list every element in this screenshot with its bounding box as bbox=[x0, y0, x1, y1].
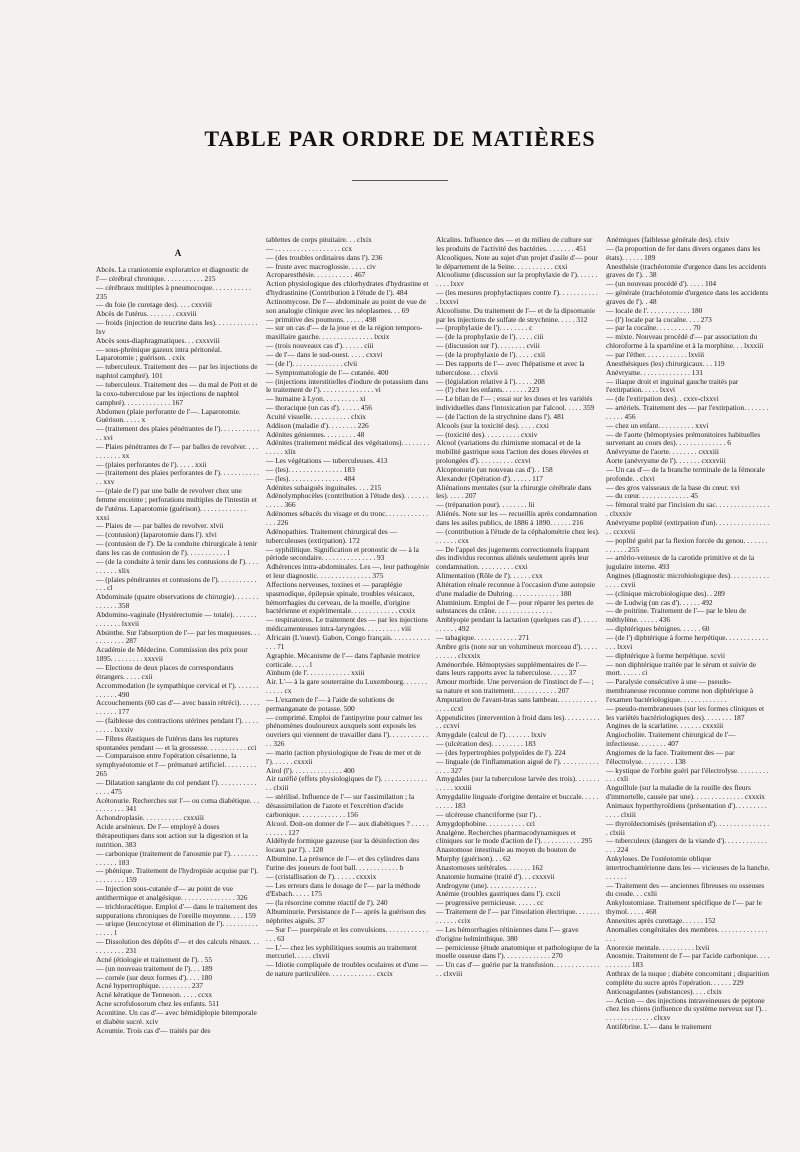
index-entry: Acné hypertrophique. . . . . . . . . 237 bbox=[96, 981, 203, 991]
index-entry: Accouchements (60 cas d'— avec bassin rétréci). . . . . . . . . . . . 177 bbox=[96, 698, 260, 717]
index-entry: Anastomoses urétérales. . . . . . . 162 bbox=[436, 862, 543, 872]
index-entry: — (traitement des plaies pénétrantes de l'). . . . . . . . . . . . . xvi bbox=[96, 424, 260, 443]
index-entry: Abcès sous-diaphragmatiques. . . cxxxviii bbox=[96, 335, 220, 345]
index-entry: — Sur l'— puerpérale et les convulsions. . . . . . . . . . . . . . . 63 bbox=[266, 924, 429, 943]
index-entry: — générale (trachéotomie d'urgence dans les accidents graves de l'). . 48 bbox=[606, 288, 769, 306]
index-entry: Ankyloses. De l'ostéotomie oblique intertrochantérienne dans les — vicieuses de la hanche. . . . . . . bbox=[606, 854, 770, 881]
index-entry: Anévrysme de l'aorte. . . . . . . . cxxxiii bbox=[606, 447, 719, 457]
index-entry: Acné kératique de Tenneson. . . . . ccxx bbox=[96, 990, 213, 1000]
index-entry: — (toxicité des). . . . . . . . . . cxxiv bbox=[436, 429, 538, 439]
index-entry: Ankylostomiase. Traitement spécifique de l'— par le thymol. . . . . 468 bbox=[606, 898, 762, 917]
index-entry: — pseudo-membraneuses (sur les formes cliniques et les variétés bactériologiques des). . . . . . . . 187 bbox=[606, 703, 765, 722]
index-entry: Adénites (traitement médical des végétations). . . . . . . . . . . . . xlix bbox=[266, 438, 430, 457]
index-entry: Addison (maladie d'). . . . . . . . 226 bbox=[266, 420, 369, 430]
index-entry: Amputation de l'avant-bras sans lambeau. . . . . . . . . . . . . . . ccxl bbox=[436, 694, 597, 713]
index-entry: Aliénés. Note sur les — recueillis après condamnation dans les asiles publics, de 1886 à 1890. . . . . . 216 bbox=[436, 509, 597, 527]
index-entry: — (la proportion de fer dans divers organes dans les états). . . . . . 189 bbox=[606, 243, 761, 262]
index-entry: Anticoagulantes (substances). . . . clxix bbox=[606, 986, 722, 996]
index-entry: — thoracique (un cas d'). . . . . . 456 bbox=[266, 403, 373, 413]
index-entry: — kystique de l'orbite guéri par l'électrolyse. . . . . . . . . . . . cxli bbox=[606, 765, 769, 784]
index-entry: — Un cas d'— guérie par la transfusion. . . . . . . . . . . . . . . clxviii bbox=[436, 960, 600, 979]
index-entry: — (de l'extirpation des). . cxxv-clxxvi bbox=[606, 394, 719, 404]
index-entry: — (les mesures prophylactiques contre l'). . . . . . . . . . . . lxxxvi bbox=[436, 288, 598, 306]
index-entry: Androgyne (une). . . . . . . . . . . . . . bbox=[436, 880, 537, 890]
index-entry: — iliaque droit et inguinal gauche traités par l'extirpation. . . . . lxxvi bbox=[606, 376, 739, 395]
index-entry: Anorexie mentale. . . . . . . . . . lxvii bbox=[606, 942, 710, 952]
index-entry: — (de la prophylaxie de l'). . . . . ciii bbox=[436, 332, 544, 342]
index-entry: — Idiotie compliquée de troubles oculaires et d'une — de nature particulière. . . . . . . . . . . . . cxcix bbox=[266, 960, 428, 979]
index-entry: Accommodation (le sympathique cervical et l'). . . . . . . . . . . . . 490 bbox=[96, 680, 259, 699]
index-entry: Anesthésiques (les) chirurgicaux. . . 119 bbox=[606, 358, 725, 368]
index-entry: — syphilitique. Signification et pronostic de — à la période secondaire. . . . . . . . . . . . . . . 93 bbox=[266, 544, 419, 563]
index-entry: — Symptomatologie de l'— cutanée. 400 bbox=[266, 367, 389, 377]
index-entry: Abdomen (plaie perforante de l'—. Laparotomie. Guérison. . . . . x bbox=[96, 406, 241, 425]
index-entry: — (ulcération des). . . . . . . . . 183 bbox=[436, 739, 536, 749]
index-entry: — (l') chez les enfants. . . . . . . 223 bbox=[436, 385, 540, 395]
index-entry: — de Ludwig (un cas d'). . . . . . 492 bbox=[606, 597, 713, 607]
index-column-2 bbox=[266, 236, 430, 1140]
index-entry: Alcool. Doit-on donner de l'— aux diabétiques ? . . . . . . . . . . . 127 bbox=[266, 818, 429, 837]
index-entry: Air raréfié (effets physiologiques de l'). . . . . . . . . . . . . . . clxiii bbox=[266, 774, 427, 793]
index-entry: — non diphtérique traitée par le sérum et suivie de mort. . . . . . ci bbox=[606, 659, 757, 678]
index-entry: — Traitement des — anciennes fibreuses ou osseuses du coude. . . cxlii bbox=[606, 880, 765, 899]
index-entry: Anévrysme. . . . . . . . . . . . . . 131 bbox=[606, 367, 703, 377]
index-entry: — (prophylaxie de l'). . . . . . . . c bbox=[436, 323, 533, 333]
index-entry: Alcool (variations du chimisme stomacal et de la mobilité gastrique sous l'action des doses élevées et prolongées d'). . . . . . . . . . ccxvi bbox=[436, 438, 589, 466]
index-entry: — De l'appel des jugements correctionnels frappant des individus reconnus aliénés seulement après leur condamnation. . . . . . . . . . cxxi bbox=[436, 544, 590, 572]
index-entry: Aconitine. Un cas d'— avec hémidiplopie bitemporale et diabète sucré. xciv bbox=[96, 1007, 257, 1026]
index-entry: — progressive pernicieuse. . . . . . cc bbox=[436, 898, 544, 908]
index-entry: Animaux hyperthyroïdiens (présentation d'). . . . . . . . . . . . . clxiii bbox=[606, 801, 767, 819]
index-entry: — Un cas d'— de la branche terminale de la fémorale profonde. . clxvi bbox=[606, 464, 765, 483]
index-entry: Amygdale (calcul de l'). . . . . . . lxxiv bbox=[436, 730, 547, 740]
index-entry: — (plaie de l') par une balle de revolver chez une femme enceinte ; perforations multiples de l'intestin et de l'utérus. Laparotomie (guérison). . . . . . . . . . . . . xxxi bbox=[96, 486, 257, 522]
index-entry: — fémoral traité par l'incision du sac. . . . . . . . . . . . . . . . clxxxiv bbox=[606, 500, 770, 519]
index-entry: — froids (injection de teucrine dans les). . . . . . . . . . . . lxv bbox=[96, 318, 258, 336]
index-entry: — humaine à Lyon. . . . . . . . . . xi bbox=[266, 394, 366, 404]
index-entry: — . . . . . . . . . . . . . . . . . . ccx bbox=[266, 243, 353, 253]
index-entry: Alcools (sur la toxicité des). . . . . cxxi bbox=[436, 420, 549, 430]
index-entry: Alcalins. Influence des — et du milieu de culture sur les produits de l'activité des bactéries. . . . . . . . 451 bbox=[436, 236, 593, 253]
index-entry: Acoumie. Trois cas d'— traités par des bbox=[96, 1025, 211, 1035]
index-entry: — trichloracétique. Emploi d'— dans le traitement des suppurations chroniques de l'oreille moyenne. . . . 159 bbox=[96, 901, 258, 920]
index-entry: — sous-phrénique gazeux intra péritonéal. Laparotomie ; guérison. . cxix bbox=[96, 344, 222, 363]
index-entry: Actinomycose. De l'— abdominale au point de vue de son analogie clinique avec les néoplasmes. . . 69 bbox=[266, 296, 426, 315]
index-entry: — (discussion sur l'). . . . . . . . cviii bbox=[436, 341, 540, 351]
index-entry: Anémiques (faiblesse générale des). clxiv bbox=[606, 236, 730, 244]
index-entry: — Les végétations — tuberculeuses. 413 bbox=[266, 456, 388, 466]
index-entry: Aliénations mentales (sur la chirurgie cérébrale dans les). . . . . 207 bbox=[436, 482, 592, 501]
index-entry: Adénites subaiguës inguinales. . . . 215 bbox=[266, 482, 382, 492]
index-entry: Anastomose intestinale au moyen du bouton de Murphy (guérison). . . 62 bbox=[436, 845, 576, 864]
index-entry: Académie de Médecine. Commission des prix pour 1895. . . . . . . . . xxxvii bbox=[96, 645, 248, 664]
index-entry: — Paralysie consécutive à une — pseudo-membraneuse reconnue comme non diphtérique à l'examen bactériologique. . . . . . . . . . . . . bbox=[606, 677, 754, 704]
index-entry: Amour morbide. Une perversion de l'instinct de l'— ; sa nature et son traitement. . . . . . . . . . . . 207 bbox=[436, 677, 594, 696]
index-entry: — Traitement de l'— par l'insolation électrique. . . . . . . . . . . . . ccix bbox=[436, 907, 600, 925]
index-entry: — (contribution à l'étude de la céphalométrie chez les). . . . . . . cxx bbox=[436, 526, 600, 545]
index-entry: Angiocholite. Traitement chirurgical de l'— infectieuse. . . . . . . . 407 bbox=[606, 730, 736, 749]
index-entry: Angines (diagnostic microbiologique des). . . . . . . . . . . . . . . cxvii bbox=[606, 571, 769, 589]
index-entry: — artério-veineux de la carotide primitive et de la jugulaire interne. 493 bbox=[606, 553, 755, 572]
index-entry: — Dissolution des dépôts d'— et des calculs rénaux. . . . . . . . . . . 231 bbox=[96, 937, 259, 955]
index-entry: — (injections interstitielles d'iodure de potassium dans le traitement de l'). . . . . . . . . . . . . . . vi bbox=[266, 376, 429, 395]
index-entry: Absinthe. Sur l'absorption de l'— par les muqueuses. . . . . . . . . . . 287 bbox=[96, 627, 260, 646]
index-entry: — (trois nouveaux cas d'). . . . . . ciii bbox=[266, 341, 374, 351]
index-entry: — (contusion) (laparotomie dans l'). xlvi bbox=[96, 530, 217, 540]
index-entry: — (un nouveau traitement de l'). . . 189 bbox=[96, 963, 213, 973]
index-entry: Acné (étiologie et traitement de l'). . 55 bbox=[96, 954, 213, 964]
index-entry: — (de la prophylaxie de l'). . . . . cxii bbox=[436, 349, 546, 359]
index-entry: — (la résorcine comme réactif de l'). 240 bbox=[266, 898, 388, 908]
index-entry: Acuité visuelle. . . . . . . . . . . clxix bbox=[266, 411, 366, 421]
index-entry: Amygdalite linguale d'origine dentaire et buccale. . . . . . . . . . 183 bbox=[436, 792, 599, 810]
index-entry: Altération rénale reconnue à l'occasion d'une autopsie d'une maladie de Duhring. . . . . . . . . . . . . 180 bbox=[436, 579, 596, 598]
index-entry: tablettes de corps pituitaire. . . clxix bbox=[266, 236, 372, 244]
index-entry: — (des hypertrophies polypoïdes de l'). 224 bbox=[436, 747, 566, 757]
index-entry: Alcooliques. Note au sujet d'un projet d'asile d'— pour le département de la Seine. . . . . . . . . . . cxxi bbox=[436, 252, 598, 271]
index-entry: Appendicites (intervention à froid dans les). . . . . . . . . . . . ccxvi bbox=[436, 712, 600, 731]
index-entry: Abdomino-vaginale (Hystérectomie — totale). . . . . . . . . . . . . . lxxvii bbox=[96, 609, 257, 628]
index-entry: — (faiblesse des contractions utérines pendant l'). . . . . . . . . . lxxxiv bbox=[96, 716, 259, 734]
index-entry: Alcoolisme. Du traitement de l'— et de la dipsomanie par les injections de sulfate de strychnine. . . . . 312 bbox=[436, 305, 596, 324]
index-entry: Alimentation (Rôle de l'). . . . . . cxx bbox=[436, 571, 543, 581]
index-entry: Anesthésie (trachéotomie d'urgence dans les accidents graves de l'). . 38 bbox=[606, 261, 767, 280]
index-entry: — Le bilan de l'— ; essai sur les doses et les variétés individuelles dans l'intoxication par l'alcool. . . . . 359 bbox=[436, 394, 595, 413]
index-entry: — chez un enfant. . . . . . . . . . xxvi bbox=[606, 420, 709, 430]
index-entry: — Les erreurs dans le dosage de l'— par la méthode d'Esbach. . . . . 175 bbox=[266, 880, 421, 899]
index-entry: Action physiologique des chlorhydrates d'hydrastine et d'hydrastinine (Contribution à l'étude de l'). 484 bbox=[266, 279, 429, 298]
index-entry: — locale de l'. . . . . . . . . . . . 180 bbox=[606, 305, 703, 315]
index-entry: — ulcéreuse chancriforme (sur l'). . bbox=[436, 809, 541, 819]
index-entry: Achondroplasie. . . . . . . . . . . cxxxiii bbox=[96, 813, 204, 823]
index-entry: — Les hémorrhagies rétiniennes dans l'— grave d'origine helminthique. 380 bbox=[436, 924, 579, 943]
index-column-4 bbox=[606, 236, 770, 1140]
index-entry: — Comparaison entre l'opération césarienne, la symphyséotomie et l'— prématuré artificiel. . . . . . . . . 265 bbox=[96, 751, 256, 779]
index-entry: Angines de la scarlatine. . . . . . . cxxxiii bbox=[606, 721, 724, 731]
index-entry: — L'— chez les syphilitiques soumis au traitement mercuriel. . . . . clxvii bbox=[266, 942, 417, 961]
index-entry: Amygdales (sur la tuberculose larvée des trois). . . . . . . . . . . . xxxiii bbox=[436, 774, 600, 793]
index-entry: Alexander (Opération d'). . . . . . 117 bbox=[436, 473, 543, 483]
index-entry: — (un nouveau procédé d'). . . . . 104 bbox=[606, 279, 717, 289]
index-entry: Albumine. La présence de l'— et des cylindres dans l'urine des joueurs de foot ball. . . . . . . . . . . . b bbox=[266, 854, 420, 872]
index-entry: — (de l'action de la strychnine dans l'). 481 bbox=[436, 411, 565, 421]
index-entry: Amygdophobine. . . . . . . . . . . cci bbox=[436, 818, 535, 828]
index-entry: — comprimé. Emploi de l'antipyrine pour calmer les phénomènes douloureux auxquels sont exposés les ouvriers qui viennent de travailler dans l'). . . . . . . . . . . . . 326 bbox=[266, 712, 429, 749]
index-entry: — des gros vaisseaux de la base du cœur. xvi bbox=[606, 482, 740, 492]
index-entry: Aorte (anévrysme de l'). . . . . . . cxxxviii bbox=[606, 456, 726, 466]
index-entry: Anguillule (sur la maladie de la rouille des fleurs d'immortelle, causée par une). . . . . . . . . . . . . . cxxxix bbox=[606, 783, 765, 802]
index-entry: — par l'éther. . . . . . . . . . . . lxviii bbox=[606, 349, 705, 359]
index-entry: Agraphie. Mécanisme de l'— dans l'aphasie motrice corticale. . . . . l bbox=[266, 650, 420, 669]
index-entry: — Des rapports de l'— avec l'hépatisme et avec la tuberculose. . . clxvii bbox=[436, 358, 585, 377]
index-entry: — stérilisé. Influence de l'— sur l'assimilation ; la désassimilation de l'azote et l'excrétion d'acide carbonique. . . . . . . . . . . . . 156 bbox=[266, 792, 415, 819]
index-entry: Africain (L'ouest). Gabon, Congo français. . . . . . . . . . . . . . 71 bbox=[266, 632, 430, 651]
index-entry: — de l'— dans le sud-ouest. . . . . cxxvi bbox=[266, 349, 383, 359]
index-entry: — de poitrine. Traitement de l'— par le bleu de méthylène. . . . . . 436 bbox=[606, 606, 747, 625]
index-entry: Anomalies congénitales des membres. . . . . . . . . . . . . . . . . bbox=[606, 924, 768, 943]
index-entry: — (de la conduite à tenir dans les contusions de l'). . . . . . . . . . xlix bbox=[96, 556, 259, 575]
index-entry: Acide arsénieux. De l'— employé à doses thérapeutiques dans son action sur la digestion et la nutrition. 383 bbox=[96, 822, 248, 849]
index-entry: — (clinique microbiologique des). . 289 bbox=[606, 588, 725, 598]
index-entry: — (les). . . . . . . . . . . . . . . 484 bbox=[266, 473, 355, 483]
index-entry: Aïnhum (de l'. . . . . . . . . . . . xxiii bbox=[266, 668, 365, 678]
index-entry: — (les). . . . . . . . . . . . . . . 183 bbox=[266, 464, 355, 474]
index-entry: Antifébrine. L'— dans le traitement bbox=[606, 1022, 712, 1032]
index-entry: Albuminurie. Persistance de l'— après la guérison des néphrites aiguës. 37 bbox=[266, 907, 426, 925]
index-entry: Anosmie. Traitement de l'— par l'acide carbonique. . . . . . . . . . . 183 bbox=[606, 951, 770, 970]
index-entry: — L'examen de l'— à l'aide de solutions de permanganate de potasse. 500 bbox=[266, 694, 395, 713]
index-entry: — respiratoires. Le traitement des — par les injections médicamenteuses intra-laryngées. . . . . . . . . . viii bbox=[266, 615, 428, 634]
index-entry: — tuberculeux. Traitement des — par les injections de naphtol camphré). 101 bbox=[96, 362, 258, 381]
index-entry: Angiomes de la face. Traitement des — par l'électrolyse. . . . . . . . . 138 bbox=[606, 747, 735, 766]
index-entry: — Plaies de — par balles de revolver. xlvii bbox=[96, 521, 224, 531]
index-entry: Aluminium. Emploi de l'— pour réparer les pertes de substances du crâne. . . . . . . . . . . . . . . . bbox=[436, 597, 594, 616]
index-entry: Adénomes sébacés du visage et du tronc. . . . . . . . . . . . . . . 226 bbox=[266, 509, 428, 527]
index-column-1 bbox=[96, 236, 260, 1140]
index-entry: Adénites géniennes. . . . . . . . . 48 bbox=[266, 429, 365, 439]
index-entry: Anémie (troubles gastriques dans l'). cxcii bbox=[436, 889, 561, 899]
index-entry: — diphtériques bénignes. . . . . . 60 bbox=[606, 624, 710, 634]
index-entry: Alcoptonurie (un nouveau cas d'). . 158 bbox=[436, 464, 553, 474]
section-letter: A bbox=[174, 248, 182, 258]
index-entry: — urique (leucocytose et élimination de l'). . . . . . . . . . . . . . . l bbox=[96, 919, 258, 938]
index-entry: Acétonurie. Recherches sur l'— ou coma diabétique. . . . . . . . . . . 341 bbox=[96, 795, 260, 814]
page-title: TABLE PAR ORDRE DE MATIÈRES bbox=[204, 126, 596, 151]
index-entry: Aménorrhée. Hémoptysies supplémentaires de l'— dans leurs rapports avec la tuberculose. . . . . 37 bbox=[436, 659, 587, 678]
index-entry: Anthrax de la nuque ; diabète concomitant ; disparition complète du sucre après l'opération. . . . . . 229 bbox=[606, 969, 769, 987]
index-entry: — Elections de deux places de correspondants étrangers. . . . . cxii bbox=[96, 662, 234, 681]
index-entry: — linguale (de l'inflammation aiguë de l'). . . . . . . . . . . . . . . 327 bbox=[436, 756, 599, 775]
index-entry: — Dilatation sanglante du col pendant l'). . . . . . . . . . . . . . . 475 bbox=[96, 777, 257, 796]
index-entry: Acroparesthésie. . . . . . . . . . . 467 bbox=[266, 270, 366, 280]
index-entry: — de l'aorte (hémoptysies prémonitoires habituelles survenant au cours des). . . . . . . . . . . . . . 6 bbox=[606, 429, 761, 448]
index-entry: — cornée (sur deux formes d'). . . . 180 bbox=[96, 972, 213, 982]
index-entry: — pernicieuse (étude anatomique et pathologique de la moelle osseuse dans l'). . . . . . . . . . . . . 270 bbox=[436, 942, 600, 961]
index-entry: — thyroïdectomisés (présentation d'). . . . . . . . . . . . . . . . clxiii bbox=[606, 818, 770, 837]
index-entry: — poplité guéri par la flexion forcée du genou. . . . . . . . . . . . . 255 bbox=[606, 535, 768, 554]
index-entry: Analgène. Recherches pharmacodynamiques et cliniques sur le mode d'action de l'). . . . . . . . . . . 295 bbox=[436, 827, 593, 846]
index-entry: — sur un cas d'— de la joue et de la région temporo-maxillaire gauche. . . . . . . . . . . . . . . lxxix bbox=[266, 323, 423, 342]
index-entry: — diphtérique à forme herpétique. xcvii bbox=[606, 650, 726, 660]
index-entry: Abcès de l'utérus. . . . . . . . cxxviii bbox=[96, 309, 197, 319]
index-entry: — fruste avec macroglossie. . . . . civ bbox=[266, 261, 376, 271]
title-rule bbox=[352, 180, 448, 181]
index-entry: — (trépanation pour). . . . . . . . lii bbox=[436, 500, 535, 510]
index-entry: — du foie (le curetage des). . . . cxxviii bbox=[96, 300, 212, 310]
index-entry: — tabagique. . . . . . . . . . . . 271 bbox=[436, 632, 530, 642]
index-entry: — Fibres élastiques de l'utérus dans les ruptures spontanées pendant — et la grossesse. . . . . . . . . . . cci bbox=[96, 733, 257, 752]
index-entry: — tuberculeux. Traitement des — du mal de Pott et de la coxo-tuberculose par les injections de naphtol camphré). . . . . . . . . . . . . 167 bbox=[96, 379, 258, 407]
index-entry: Airol (l'). . . . . . . . . . . . . . 400 bbox=[266, 765, 355, 775]
index-entry: — (contusion de l'). De la conduite chirurgicale à tenir dans les cas de contusion de l'). . . . . . . . . . . l bbox=[96, 539, 258, 557]
index-entry: Adénopathies. Traitement chirurgical des — tuberculeuses (extirpation). 172 bbox=[266, 526, 398, 545]
index-entry: Anévrysme poplité (extirpation d'un). . . . . . . . . . . . . . . . . ccxxvii bbox=[606, 518, 770, 536]
index-entry: Adénolymphocèles (contribution à l'étude des). . . . . . . . . . . . 366 bbox=[266, 491, 429, 510]
index-entry: Annexites après curettage. . . . . . 152 bbox=[606, 915, 716, 925]
index-entry: — carbonique (traitement de l'anosmie par l'). . . . . . . . . . . . . . 183 bbox=[96, 848, 258, 867]
index-entry: — artériels. Traitement des — par l'extirpation. . . . . . . . . . . . 456 bbox=[606, 403, 769, 421]
index-entry: — phénique. Traitement de l'hydropisie acquise par l'). . . . . . . . . 159 bbox=[96, 866, 259, 885]
index-entry: — (législation relative à l'). . . . . 208 bbox=[436, 376, 545, 386]
index-entry: Amblyopie pendant la lactation (quelques cas d'). . . . . . . . . . . 492 bbox=[436, 615, 597, 634]
index-entry: — Action — des injections intraveineuses de peptone chez les chiens (influence du système nerveux sur l'). . . . . . . . . . . . . . . clxxv bbox=[606, 995, 767, 1023]
index-entry: — marin (action physiologique de l'eau de mer et de l'). . . . . . cxxxii bbox=[266, 747, 422, 766]
index-entry: — primitive des poumons. . . . . . 498 bbox=[266, 314, 377, 324]
index-entry: Air. L'— à la gare souterraine du Luxembourg. . . . . . . . . . . . cx bbox=[266, 677, 428, 696]
index-entry: — mixte. Nouveau procédé d'— par association du chloroforme à la spartéine et à la morphine. . . lxxxiii bbox=[606, 332, 764, 351]
index-columns bbox=[96, 236, 770, 1140]
index-entry: — (cristallisation de l'). . . . . . cxxxix bbox=[266, 871, 377, 881]
index-entry: — (l') locale par la cocaïne. . . . 273 bbox=[606, 314, 712, 324]
index-entry: Alcoolisme (discussion sur la prophylaxie de l'). . . . . . . . . . lxxv bbox=[436, 270, 598, 289]
index-entry: — par la cocaïne. . . . . . . . . . 70 bbox=[606, 323, 701, 333]
index-entry: Abcès. La craniotomie exploratrice et diagnostic de l'— cérébral chronique. . . . . . . . . . . 215 bbox=[96, 265, 249, 283]
index-entry: Affections nerveuses, toxines et — paraplégie spasmodique, épilepsie spinale, troubles vésicaux, hémorrhagies du cerveau, de la moelle, d'origine bactérienne et expérimentale. . . . . . . . . . . . . cxxix bbox=[266, 579, 416, 616]
index-entry: Ambre gris (note sur un volumineux morceau d'). . . . . . . . . . . clxxxix bbox=[436, 641, 598, 660]
index-entry: — Plaies pénétrantes de l'— par balles de revolver. . . . . . . . . . . xx bbox=[96, 441, 259, 460]
index-entry: — (de l') diphtérique à forme herpétique. . . . . . . . . . . . . . . lxxvi bbox=[606, 632, 769, 651]
index-entry: Abdominale (quatre observations de chirurgie). . . . . . . . . . . . . 358 bbox=[96, 592, 259, 611]
index-entry: — (plaies pénétrantes et contusions de l'). . . . . . . . . . . . . . cl bbox=[96, 574, 257, 593]
index-entry: — (plaies perforantes de l'). . . . . xxii bbox=[96, 459, 207, 469]
index-entry: — (des troubles ordinaires dans l'). 236 bbox=[266, 252, 383, 262]
index-column-3 bbox=[436, 236, 600, 1140]
index-entry: Anatomie humaine (traité d'). . . cxxxvii bbox=[436, 871, 555, 881]
index-entry: Adhérences intra-abdominales. Les —, leur pathogénie et leur diagnostic. . . . . . . . . . . . . . . 375 bbox=[266, 562, 430, 581]
index-entry: — cérébraux multiples à pneumocoque. . . . . . . . . . . 235 bbox=[96, 282, 251, 301]
index-entry: — (traitement des plaies perforantes de l'). . . . . . . . . . . . . xxv bbox=[96, 468, 259, 487]
index-entry: — Injection sous-cutanée d'— au point de vue antithermique et analgésique. . . . . . . . . . . . . . . 326 bbox=[96, 884, 248, 902]
index-entry: Acne scrofulosorum chez les enfants. 511 bbox=[96, 999, 220, 1009]
index-entry: — tuberculeux (dangers de la viande d'). . . . . . . . . . . . . . . 224 bbox=[606, 836, 767, 855]
index-entry: — du cœur. . . . . . . . . . . . . . 45 bbox=[606, 491, 698, 501]
index-entry: Aldéhyde formique gazeuse (sur la désinfection des locaux par l'). . 128 bbox=[266, 836, 420, 855]
index-entry: — (de l'). . . . . . . . . . . . . . clvii bbox=[266, 358, 358, 368]
